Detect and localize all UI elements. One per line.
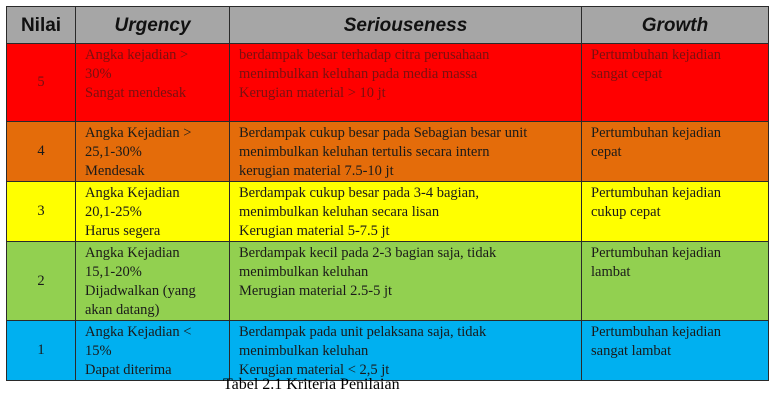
seriousness-cell-line: Kerugian material > 10 jt: [239, 85, 386, 101]
urgency-cell: [76, 242, 230, 321]
urgency-cell-line: 15,1-20%: [85, 264, 142, 280]
growth-cell: [582, 44, 769, 122]
seriousness-cell-line: Kerugian material < 2,5 jt: [239, 362, 390, 378]
seriousness-cell-line: Berdampak pada unit pelaksana saja, tidak: [239, 324, 487, 340]
urgency-cell-line: Dapat diterima: [85, 362, 172, 378]
seriousness-cell-line: berdampak besar terhadap citra perusahaan: [239, 47, 490, 63]
seriousness-cell: [230, 321, 582, 381]
growth-cell-line: cukup cepat: [591, 204, 661, 220]
growth-cell-line: Pertumbuhan kejadian: [591, 245, 722, 261]
seriousness-cell-line: Merugian material 2.5-5 jt: [239, 283, 393, 299]
seriousness-cell-line: Kerugian material 5-7.5 jt: [239, 223, 390, 239]
seriousness-cell-line: menimbulkan keluhan pada media massa: [239, 66, 478, 82]
seriousness-cell-line: Berdampak kecil pada 2-3 bagian saja, tidak: [239, 245, 497, 261]
growth-cell-line: sangat lambat: [591, 343, 672, 359]
seriousness-cell-line: menimbulkan keluhan: [239, 264, 369, 280]
seriousness-cell: [230, 242, 582, 321]
growth-cell-line: Pertumbuhan kejadian: [591, 185, 722, 201]
score-cell: 1: [7, 321, 76, 381]
growth-cell-line: cepat: [591, 144, 622, 160]
urgency-cell-line: Angka Kejadian >: [85, 125, 192, 141]
header-row: [7, 7, 769, 44]
urgency-cell-line: Angka kejadian >: [85, 47, 189, 63]
urgency-cell-line: akan datang): [85, 302, 160, 318]
score-cell: 2: [7, 242, 76, 321]
score-cell: 3: [7, 182, 76, 242]
growth-cell-line: Pertumbuhan kejadian: [591, 125, 722, 141]
urgency-cell: [76, 321, 230, 381]
seriousness-cell: [230, 182, 582, 242]
growth-cell: [582, 242, 769, 321]
seriousness-cell-line: kerugian material 7.5-10 jt: [239, 163, 394, 179]
seriousness-cell-line: Berdampak cukup besar pada 3-4 bagian,: [239, 185, 479, 201]
header-urgency: Urgency: [76, 7, 230, 44]
growth-cell: [582, 182, 769, 242]
table-row: [7, 182, 769, 242]
table-row: [7, 122, 769, 182]
urgency-cell-line: 30%: [85, 66, 112, 82]
header-growth: Growth: [582, 7, 769, 44]
header-seriousness: Seriouseness: [230, 7, 582, 44]
seriousness-cell-line: Berdampak cukup besar pada Sebagian besar unit: [239, 125, 528, 141]
urgency-cell-line: Angka Kejadian <: [85, 324, 192, 340]
growth-cell-line: Pertumbuhan kejadian: [591, 324, 722, 340]
urgency-cell: [76, 44, 230, 122]
growth-cell-line: sangat cepat: [591, 66, 663, 82]
urgency-cell-line: Sangat mendesak: [85, 85, 187, 101]
urgency-cell-line: Angka Kejadian: [85, 185, 180, 201]
table-caption: Tabel 2.1 Kriteria Penilaian: [223, 376, 400, 393]
growth-cell: [582, 321, 769, 381]
table-row: [7, 44, 769, 122]
urgency-cell-line: Dijadwalkan (yang: [85, 283, 196, 299]
score-cell: 4: [7, 122, 76, 182]
growth-cell-line: lambat: [591, 264, 631, 280]
table-row: [7, 321, 769, 381]
urgency-cell-line: 15%: [85, 343, 112, 359]
seriousness-cell-line: menimbulkan keluhan secara lisan: [239, 204, 440, 220]
growth-cell: [582, 122, 769, 182]
criteria-table-container: [6, 6, 768, 381]
seriousness-cell: [230, 44, 582, 122]
criteria-table: [6, 6, 769, 381]
growth-cell-line: Pertumbuhan kejadian: [591, 47, 722, 63]
seriousness-cell-line: menimbulkan keluhan: [239, 343, 369, 359]
urgency-cell-line: 25,1-30%: [85, 144, 142, 160]
urgency-cell-line: Harus segera: [85, 223, 161, 239]
header-nilai: Nilai: [7, 7, 76, 44]
score-cell: 5: [7, 44, 76, 122]
urgency-cell-line: Angka Kejadian: [85, 245, 180, 261]
urgency-cell: [76, 122, 230, 182]
urgency-cell-line: 20,1-25%: [85, 204, 142, 220]
urgency-cell-line: Mendesak: [85, 163, 145, 179]
table-row: [7, 242, 769, 321]
seriousness-cell-line: menimbulkan keluhan tertulis secara intern: [239, 144, 490, 160]
urgency-cell: [76, 182, 230, 242]
table-body: [7, 44, 769, 381]
seriousness-cell: [230, 122, 582, 182]
